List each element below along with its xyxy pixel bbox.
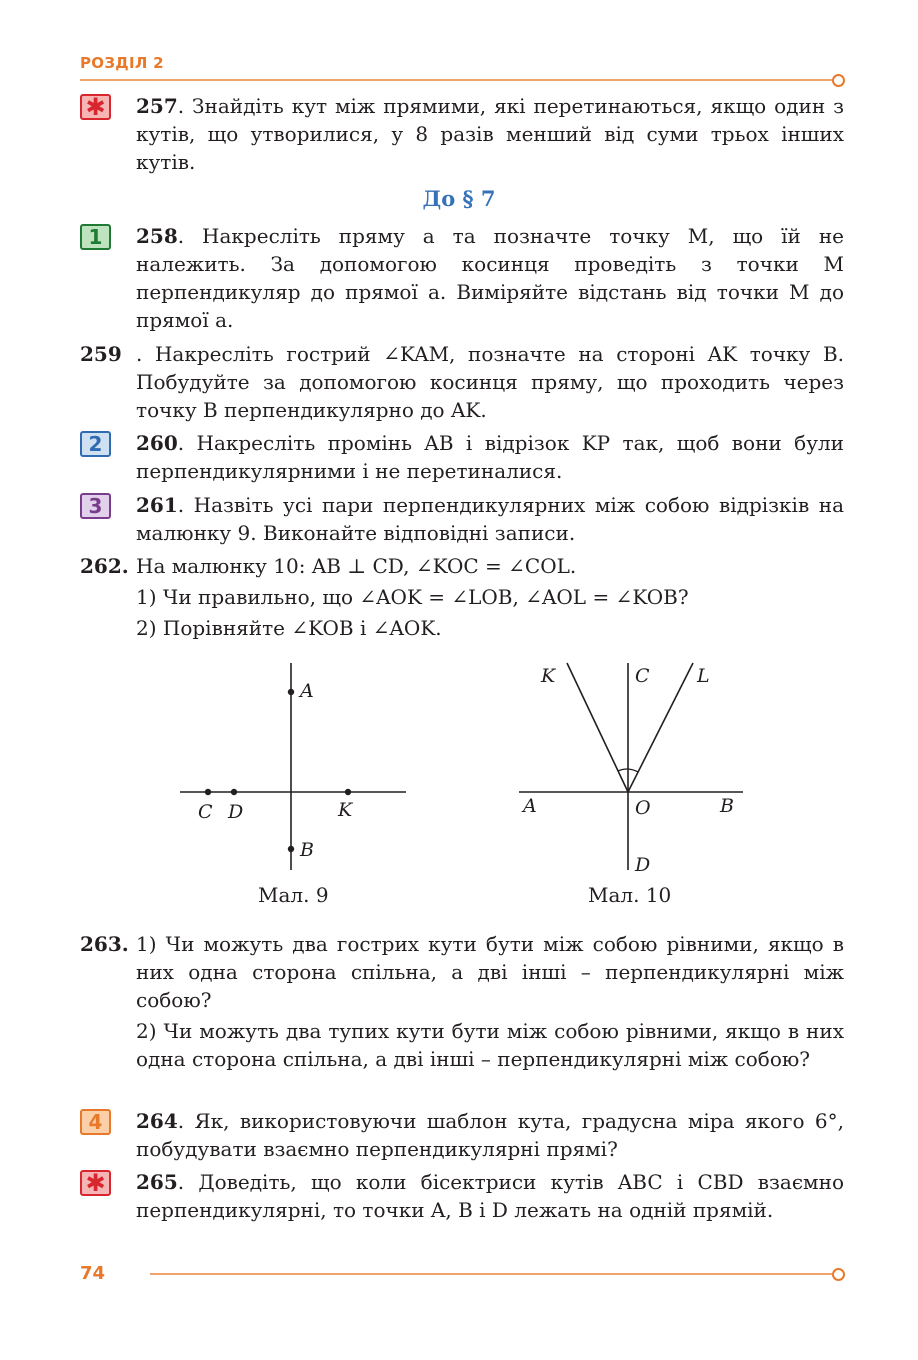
- point-b: [288, 846, 294, 852]
- label-a: A: [523, 795, 537, 817]
- task-257: [136, 92, 844, 176]
- label-l: L: [697, 665, 710, 687]
- task-text: . Назвіть усі пари перпендикулярних між собою відрізків на малюнку 9. Виконайте відповідні записи.: [136, 493, 844, 545]
- section-heading: До § 7: [422, 186, 496, 211]
- label-k: K: [541, 665, 556, 687]
- task-number: 265: [136, 1170, 178, 1194]
- difficulty-badge-1: 1: [80, 224, 111, 250]
- task-number: 260: [136, 431, 178, 455]
- task-264: [136, 1107, 844, 1163]
- task-265: [136, 1168, 844, 1224]
- task-number: 258: [136, 224, 178, 248]
- task-262: На малюнку 10: AB ⊥ CD, ∠KOC = ∠COL.: [136, 554, 577, 578]
- label-c: C: [635, 665, 650, 687]
- difficulty-badge-3: 3: [80, 493, 111, 519]
- point-a: [288, 689, 294, 695]
- task-259: [136, 340, 844, 424]
- task-263-question-2: 2) Чи можуть два тупих кути бути між собою рівними, якщо в них одна сторона спільна, а дві інші – перпендикулярні між собою?: [136, 1019, 844, 1071]
- section-label: РОЗДІЛ 2: [80, 54, 164, 72]
- difficulty-badge-4: 4: [80, 1109, 111, 1135]
- label-k: K: [338, 799, 353, 821]
- task-261: [136, 491, 844, 547]
- label-b: B: [720, 795, 734, 817]
- footer-rule-ring: [832, 1268, 845, 1281]
- label-a: A: [300, 680, 314, 702]
- figure-10-caption: Мал. 10: [588, 883, 672, 907]
- task-number-259: 259: [80, 342, 122, 366]
- footer-rule: [150, 1273, 832, 1275]
- figure-9: [170, 655, 420, 880]
- label-d: D: [228, 801, 244, 823]
- header-rule: [80, 79, 832, 81]
- task-number-263: 263.: [80, 932, 129, 956]
- task-262-question-1: 1) Чи правильно, що ∠AOK = ∠LOB, ∠AOL = ∠KOB?: [136, 585, 689, 609]
- angle-arc-col: [628, 769, 638, 772]
- figure-9-caption: Мал. 9: [258, 883, 329, 907]
- task-262-question-2: 2) Порівняйте ∠KOB і ∠AOK.: [136, 616, 442, 640]
- difficulty-badge-star: ✱: [80, 94, 111, 120]
- page-number: 74: [80, 1263, 106, 1284]
- figure-10: [515, 655, 750, 880]
- task-text: . Накресліть гострий ∠KAM, позначте на стороні AK точку B. Побудуйте за допомогою косинця пряму, що проходить через точку B перпендикулярно до AK.: [136, 342, 844, 422]
- task-text: . Накресліть промінь AB і відрізок KP так, щоб вони були перпендикулярними і не перетиналися.: [136, 431, 844, 483]
- task-text: 1) Чи можуть два гострих кути бути між собою рівними, якщо в них одна сторона спільна, а дві інші – перпендикулярні між собою?: [136, 932, 844, 1012]
- point-c: [205, 789, 211, 795]
- task-260: [136, 429, 844, 485]
- label-d: D: [635, 854, 651, 876]
- task-text: . Знайдіть кут між прямими, які перетинаються, якщо один з кутів, що утворилися, у 8 разів менший від суми трьох інших кутів.: [136, 94, 844, 174]
- difficulty-badge-star: ✱: [80, 1170, 111, 1196]
- task-text: . Накресліть пряму a та позначте точку M, що їй не належить. За допомогою косинця проведіть з точки M перпендикуляр до прямої a. Виміряйте відстань від точки M до прямої a.: [136, 224, 844, 332]
- difficulty-badge-2: 2: [80, 431, 111, 457]
- task-number-262: 262.: [80, 554, 129, 578]
- point-d: [231, 789, 237, 795]
- label-o: O: [635, 797, 651, 819]
- task-number: 261: [136, 493, 178, 517]
- label-c: C: [198, 801, 213, 823]
- task-263: [136, 930, 844, 1014]
- task-text: . Доведіть, що коли бісектриси кутів ABC і CBD взаємно перпендикулярні, то точки A, B і D лежать на одній прямій.: [136, 1170, 844, 1222]
- label-b: B: [300, 839, 314, 861]
- point-k: [345, 789, 351, 795]
- header-rule-ring: [832, 74, 845, 87]
- task-number: 257: [136, 94, 178, 118]
- task-number: 264: [136, 1109, 178, 1133]
- task-text: . Як, використовуючи шаблон кута, градусна міра якого 6°, побудувати взаємно перпендикулярні прямі?: [136, 1109, 844, 1161]
- angle-arc-koc: [618, 769, 628, 771]
- task-258: [136, 222, 844, 334]
